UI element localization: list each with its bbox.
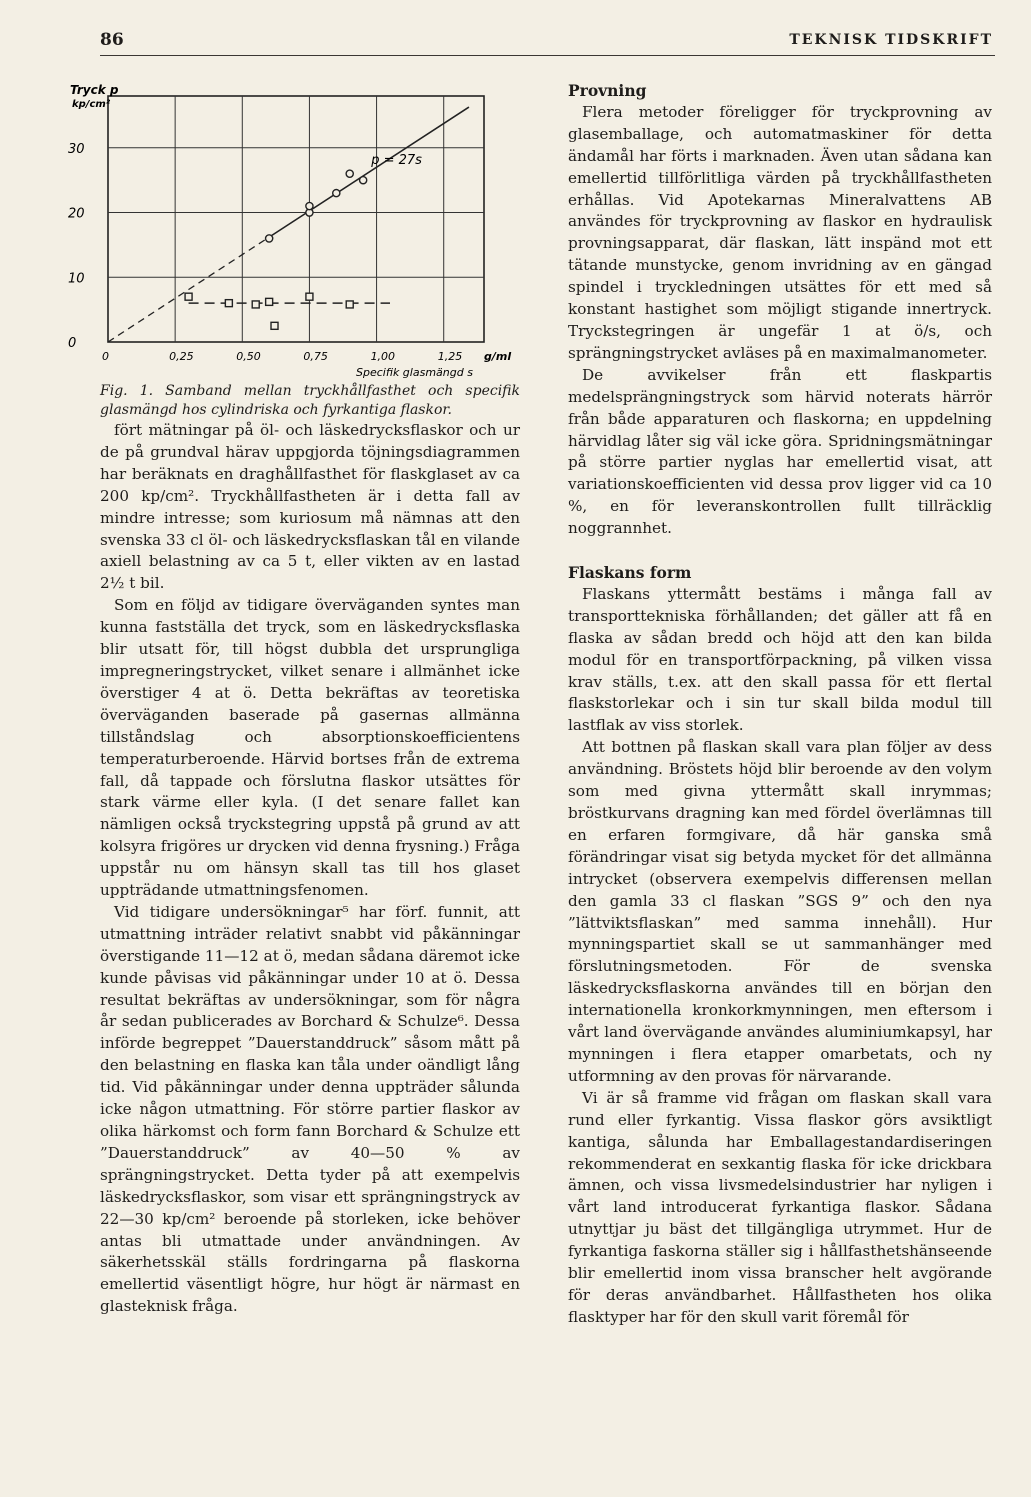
heading-provning: Provning [568, 81, 647, 100]
y-tick-label: 30 [68, 141, 85, 157]
pressure-chart [68, 80, 520, 380]
data-point-circle [333, 190, 340, 197]
x-tick-label: 0,50 [236, 350, 261, 363]
section-provning [568, 102, 992, 540]
section-flaskans-form [568, 584, 992, 1329]
data-point-square [271, 322, 278, 329]
x-tick-label: 0,25 [169, 350, 194, 363]
fit-line-label: p = 27s [371, 152, 422, 168]
x-tick-label: 0 [102, 350, 109, 363]
data-point-circle [306, 202, 313, 209]
data-point-square [252, 301, 259, 308]
data-point-square [266, 298, 273, 305]
fit-line [269, 107, 469, 237]
data-point-square [225, 300, 232, 307]
paragraph: Flaskans yttermått bestäms i många fall av transporttekniska förhållanden; det gäller att få en flaska av sådan bredd och höjd att den kan bilda modul för en transportförpackning, på vilken vissa krav ställs, t.ex. att den skall passa för ett flertal flaskstorlekar och i sin tur skall bilda modul till lastflak av viss storlek. [568, 584, 992, 735]
right-column [568, 80, 992, 1329]
figure-1 [68, 80, 520, 440]
paragraph: Vi är så framme vid frågan om flaskan skall vara rund eller fyrkantig. Vissa flaskor görs avsiktligt kantiga, sålunda har Emballagestandardiseringen rekommenderat en sexkantig flaska för icke drickbara ämnen, och vissa livsmedelsindustrier har nyligen i vårt land introducerat fyrkantiga flaskor. Sådana utnyttjar ju bäst det tillgängliga utrymmet. Hur de fyrkantiga faskorna ställer sig i hållfasthetshänseende blir emellertid inom vissa branscher helt avgörande för deras användbarhet. Hållfastheten hos olika flasktyper har för den skull varit föremål för [568, 1088, 992, 1326]
y-tick-label: 0 [68, 336, 77, 351]
data-point-circle [360, 177, 367, 184]
paragraph: Flera metoder föreligger för tryckprovning av glasemballage, och automatmaskiner för detta ändamål har förts i marknaden. Även utan sådana kan emellertid tillförlitliga värden på tryckhållfastheten erhållas. Vid Apotekarnas Mineralvattens AB användes för tryckprovning av flaskor en hydraulisk provningsapparat, där flaskan, lätt inspänd mot ett tätande munstycke, genom invridning av en gängad spindel i tryckledningen utsättes för ett med så konstant hastighet som möjligt stigande innertryck. Tryckstegringen är ungefär 1 at ö/s, och sprängningstrycket avläses på en maximalmanometer. [568, 102, 992, 362]
paragraph: Som en följd av tidigare överväganden syntes man kunna fastställa det tryck, som en läskedrycksflaska blir utsatt för, till högst dubbla det ursprungliga impregneringstrycket, vilket senare i allmänhet icke överstiger 4 at ö. Detta bekräftas av teoretiska överväganden baserade på gasernas allmänna tillståndslag och absorptionskoefficientens temperaturberoende. Härvid bortses från de extrema fall, då tappade och förslutna flaskor utsättes för stark värme eller kyla. (I det senare fallet kan nämligen också tryckstegring uppstå på grund av att kolsyra frigöres ur drycken vid denna frysning.) Fråga uppstår nu om hänsyn skall tas till hos glaset uppträdande utmattningsfenomen. [100, 596, 520, 900]
x-tick-label: 1,00 [370, 350, 396, 363]
x-axis-label: Specifik glasmängd s [356, 366, 473, 379]
data-point-square [346, 301, 353, 308]
header-rule [100, 55, 995, 56]
left-body-text [100, 420, 520, 1318]
fit-line-dashed [108, 237, 269, 342]
data-point-square [185, 293, 192, 300]
y-tick-label: 20 [68, 206, 85, 222]
figure-caption: Fig. 1. Samband mellan tryckhållfasthet och specifik glasmängd hos cylindriska och fyrkantiga flaskor. [100, 383, 520, 418]
data-point-square [306, 293, 313, 300]
x-tick-label: 1,25 [437, 350, 463, 363]
data-point-circle [266, 235, 273, 242]
y-tick-label: 10 [68, 271, 85, 287]
y-axis-label: Tryck p [70, 83, 119, 97]
heading-flaskans-form: Flaskans form [568, 563, 692, 583]
paragraph: Att bottnen på flaskan skall vara plan följer av dess användning. Bröstets höjd blir beroende av den volym som med givna yttermått skall inrymmas; bröstkurvans dragning kan med fördel överlämnas till en erfaren formgivare, då här ganska små förändringar visat sig betyda mycket för det allmänna intrycket (observera exempelvis differensen mellan den gamla 33 cl flaskan ”SGS 9” och den nya ”lättviktsflaskan” med samma innehåll). Hur mynningspartiet skall se ut sammanhänger med förslutningsmetoden. För de svenska läskedrycksflaskorna användes till en början den internationella kronkorkmynningen, men eftersom i vårt land övervägande användes aluminiumkapsyl, har mynningen i flera etapper omarbetats, och ny utformning av den provas för närvarande. [568, 738, 992, 1085]
paragraph: Vid tidigare undersökningar⁵ har förf. funnit, att utmattning inträder relativt snabbt vid påkänningar överstigande 11—12 at ö, medan sådana däremot icke kunde påvisas vid påkänningar under 10 at ö. Dessa resultat bekräftas av undersökningar, som för några år sedan publicerades av Borchard & Schulze⁶. Dessa införde begreppet ”Dauerstanddruck” såsom mått på den belastning en flaska kan tåla under oändligt lång tid. Vid påkänningar under denna uppträder sålunda icke någon utmattning. För större partier flaskor av olika härkomst och form fann Borchard & Schulze ett ”Dauerstanddruck” av 40—50 % av sprängningstrycket. Detta tyder på att exempelvis läskedrycksflaskor, som visar ett sprängningstryck av 22—30 kp/cm² beroende på storleken, icke behöver antas bli utmattade under användningen. Av säkerhetsskäl ställs fordringarna på flaskorna emellertid väsentligt högre, hur högt är närmast en glasteknisk fråga. [100, 902, 520, 1316]
x-axis-unit: g/ml [484, 350, 512, 363]
journal-title: TEKNISK TIDSKRIFT [789, 32, 993, 48]
paragraph: De avvikelser från ett flaskpartis medelsprängningstryck som härvid noterats härrör från både apparaturen och flaskorna; en uppdelning härvidlag låter sig väl icke göra. Spridningsmätningar på större partier nyglas har emellertid visat, att variationskoefficienten vid dessa prov ligger vid ca 10 %, en för leveranskontrollen fullt tillräcklig noggrannhet. [568, 365, 992, 538]
y-axis-unit: kp/cm² [72, 99, 111, 110]
left-column [68, 80, 520, 1318]
x-tick-label: 0,75 [303, 350, 328, 363]
paragraph: fört mätningar på öl- och läskedrycksflaskor och ur de på grundval härav uppgjorda töjningsdiagrammen har beräknats en draghållfasthet för flaskglaset av ca 200 kp/cm². Tryckhållfastheten är i detta fall av mindre intresse; som kuriosum må nämnas att den svenska 33 cl öl- och läskedrycksflaskan tål en vilande axiell belastning av ca 5 t, eller vikten av en lastad 2½ t bil. [100, 421, 520, 593]
page-number: 86 [100, 30, 124, 50]
data-point-circle [346, 170, 353, 177]
